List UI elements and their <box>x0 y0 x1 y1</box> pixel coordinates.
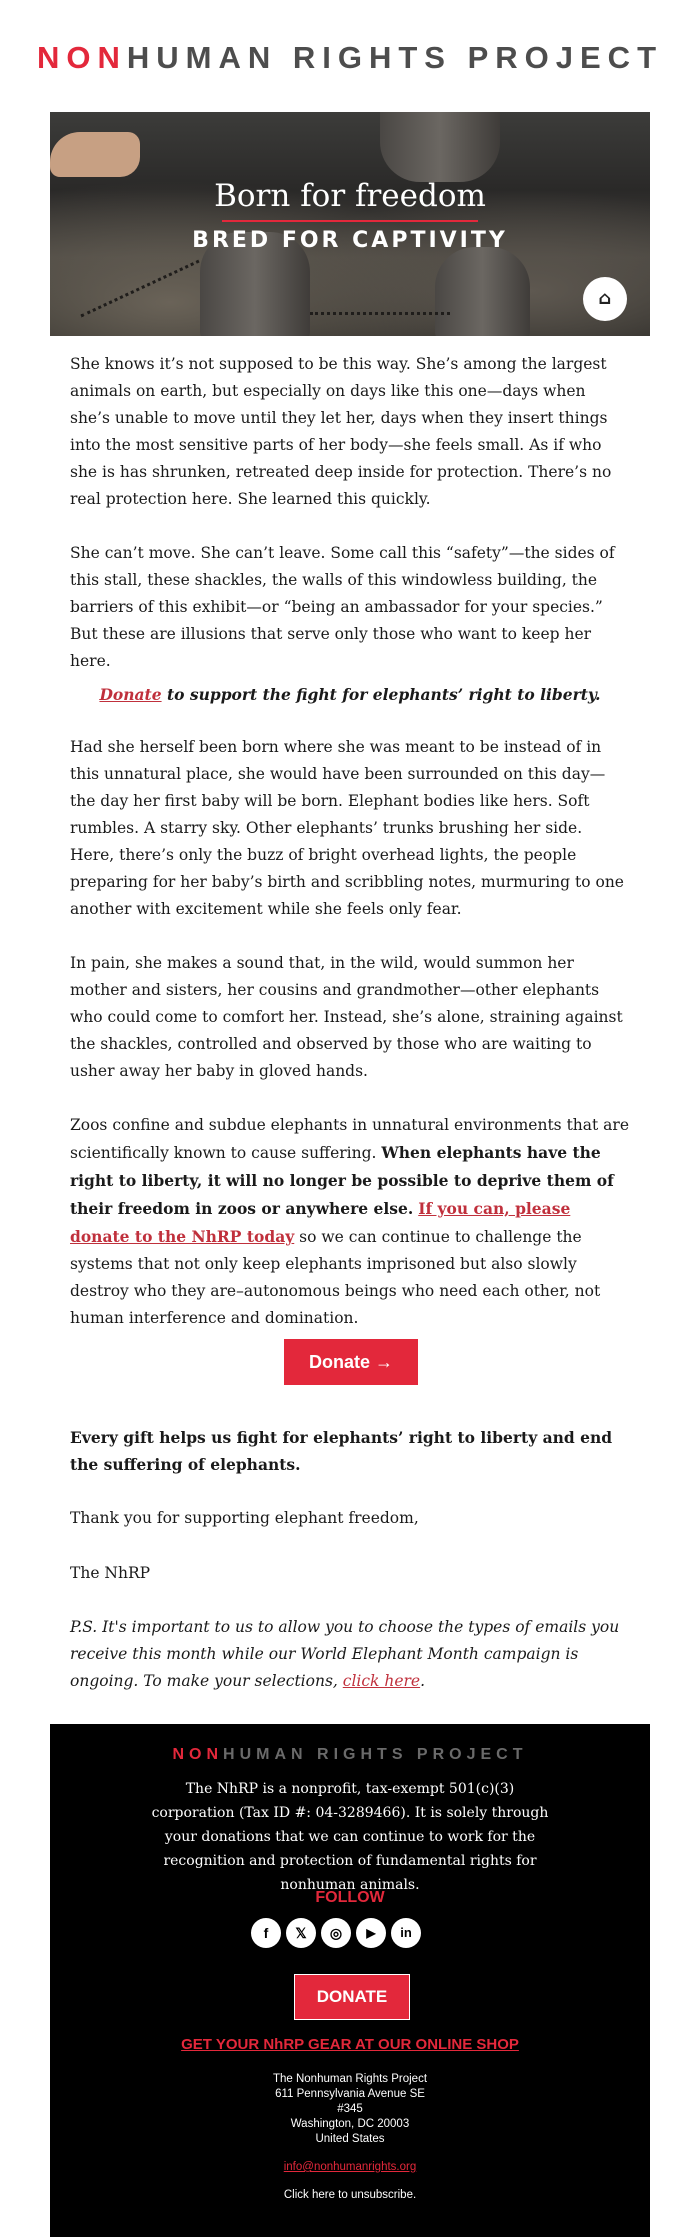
donate-link[interactable]: Donate <box>99 685 162 704</box>
contact-email-link[interactable]: info@nonhumanrights.org <box>283 2161 417 2173</box>
online-shop-link[interactable]: GET YOUR NhRP GEAR AT OUR ONLINE SHOP <box>181 2036 519 2053</box>
address-line: Washington, DC 20003 <box>290 2118 410 2130</box>
address-line: The Nonhuman Rights Project <box>272 2073 428 2085</box>
hero-banner[interactable] <box>50 112 650 336</box>
shackle-chain <box>80 260 199 318</box>
courthouse-seal-icon: ⌂ <box>583 277 627 321</box>
nhrp-logo <box>0 40 700 76</box>
footer-logo-rest: HUMAN RIGHTS PROJECT <box>223 1746 528 1763</box>
facebook-icon[interactable]: f <box>251 1918 281 1948</box>
mailing-address <box>50 2072 650 2147</box>
closing-line: Thank you for supporting elephant freedom, <box>70 1509 419 1527</box>
ps-text: P.S. It's important to us to allow you to choose the types of emails you receive this month while our World Elephant Month campaign is ongoing. To make your selections, <box>70 1618 620 1690</box>
address-line: 611 Pennsylvania Avenue SE <box>275 2088 425 2100</box>
footer-description: The NhRP is a nonprofit, tax-exempt 501(c)(3) corporation (Tax ID #: 04-3289466). It is solely through your donations that we can continue to work for the recognition and protection of fundamental rights for nonhuman animals. <box>151 1781 549 1893</box>
signature: The NhRP <box>70 1564 151 1582</box>
footer <box>50 1724 650 2237</box>
paragraph-1: She knows it’s not supposed to be this way. She’s among the largest animals on earth, but especially on days like this one—days when she’s unable to move until they let her, days when they insert things into the most sensitive parts of her body—she feels small. As if who she is has shrunken, retreated deep inside for protection. There’s no real protection here. She learned this quickly. <box>70 355 612 508</box>
elephant-leg <box>380 112 500 182</box>
ps-end: . <box>420 1672 426 1690</box>
p5-text-a: Zoos confine and subdue elephants in unnatural environments that are scientifically known to cause suffering. <box>70 1116 629 1162</box>
paragraph-5 <box>70 1112 630 1332</box>
address-line: #345 <box>337 2103 363 2115</box>
elephant-leg <box>435 247 530 336</box>
x-twitter-icon[interactable]: 𝕏 <box>286 1918 316 1948</box>
shackle-chain <box>310 312 450 315</box>
paragraph-4: In pain, she makes a sound that, in the wild, would summon her mother and sisters, her cousins and grandmother—other elephants who could come to comfort her. Instead, she’s alone, straining against the shackles, controlled and observed by those who are waiting to usher away her baby in gloved hands. <box>70 954 623 1080</box>
postscript <box>70 1614 630 1695</box>
footer-logo <box>50 1746 650 1764</box>
instagram-icon[interactable]: ◎ <box>321 1918 351 1948</box>
footer-logo-non: NON <box>172 1746 224 1763</box>
email-preferences-link[interactable]: click here <box>342 1672 421 1690</box>
cta-text: to support the fight for elephants’ right to liberty. <box>161 685 601 704</box>
p5-bold: When elephants have the right to liberty, it will no longer be possible to deprive them of their freedom in zoos or anywhere else. <box>70 1143 614 1218</box>
logo-rest: HUMAN RIGHTS PROJECT <box>126 40 664 75</box>
unsubscribe-link[interactable]: Click here to unsubscribe. <box>283 2189 417 2201</box>
linkedin-icon[interactable]: in <box>391 1918 421 1948</box>
address-line: United States <box>315 2133 385 2145</box>
hero-subtitle: BRED FOR CAPTIVITY <box>192 228 508 253</box>
paragraph-3: Had she herself been born where she was meant to be instead of in this unnatural place, she would have been surrounded on this day—the day her first baby will be born. Elephant bodies like hers. Soft rumbles. A starry sky. Other elephants’ trunks brushing her side. Here, there’s only the buzz of bright overhead lights, the people preparing for her baby’s birth and scribbling notes, murmuring to one another with excitement while she feels only fear. <box>70 738 624 918</box>
follow-heading: FOLLOW <box>315 1889 385 1906</box>
logo-non: NON <box>36 40 127 75</box>
paragraph-6: Every gift helps us fight for elephants’ right to liberty and end the suffering of elephants. <box>70 1428 613 1474</box>
donate-today-link[interactable]: If you can, please donate to the NhRP today <box>70 1199 571 1246</box>
paragraph-2: She can’t move. She can’t leave. Some call this “safety”—the sides of this stall, these shackles, the walls of this windowless building, the barriers of this exhibit—or “being an ambassador for your species.” But these are illusions that serve only those who want to keep her here. <box>70 544 615 670</box>
hero-underline <box>222 220 478 222</box>
p5-text-c: so we can continue to challenge the systems that not only keep elephants imprisoned but also slowly destroy who they are–autonomous beings who need each other, not human interference and domination. <box>70 1228 601 1327</box>
hero-title: Born for freedom <box>214 178 486 214</box>
youtube-icon[interactable]: ▶ <box>356 1918 386 1948</box>
donate-button[interactable]: Donate → <box>284 1339 418 1385</box>
donate-cta-line <box>70 681 630 708</box>
footer-donate-button[interactable]: DONATE <box>294 1974 410 2020</box>
human-hand <box>50 132 140 177</box>
